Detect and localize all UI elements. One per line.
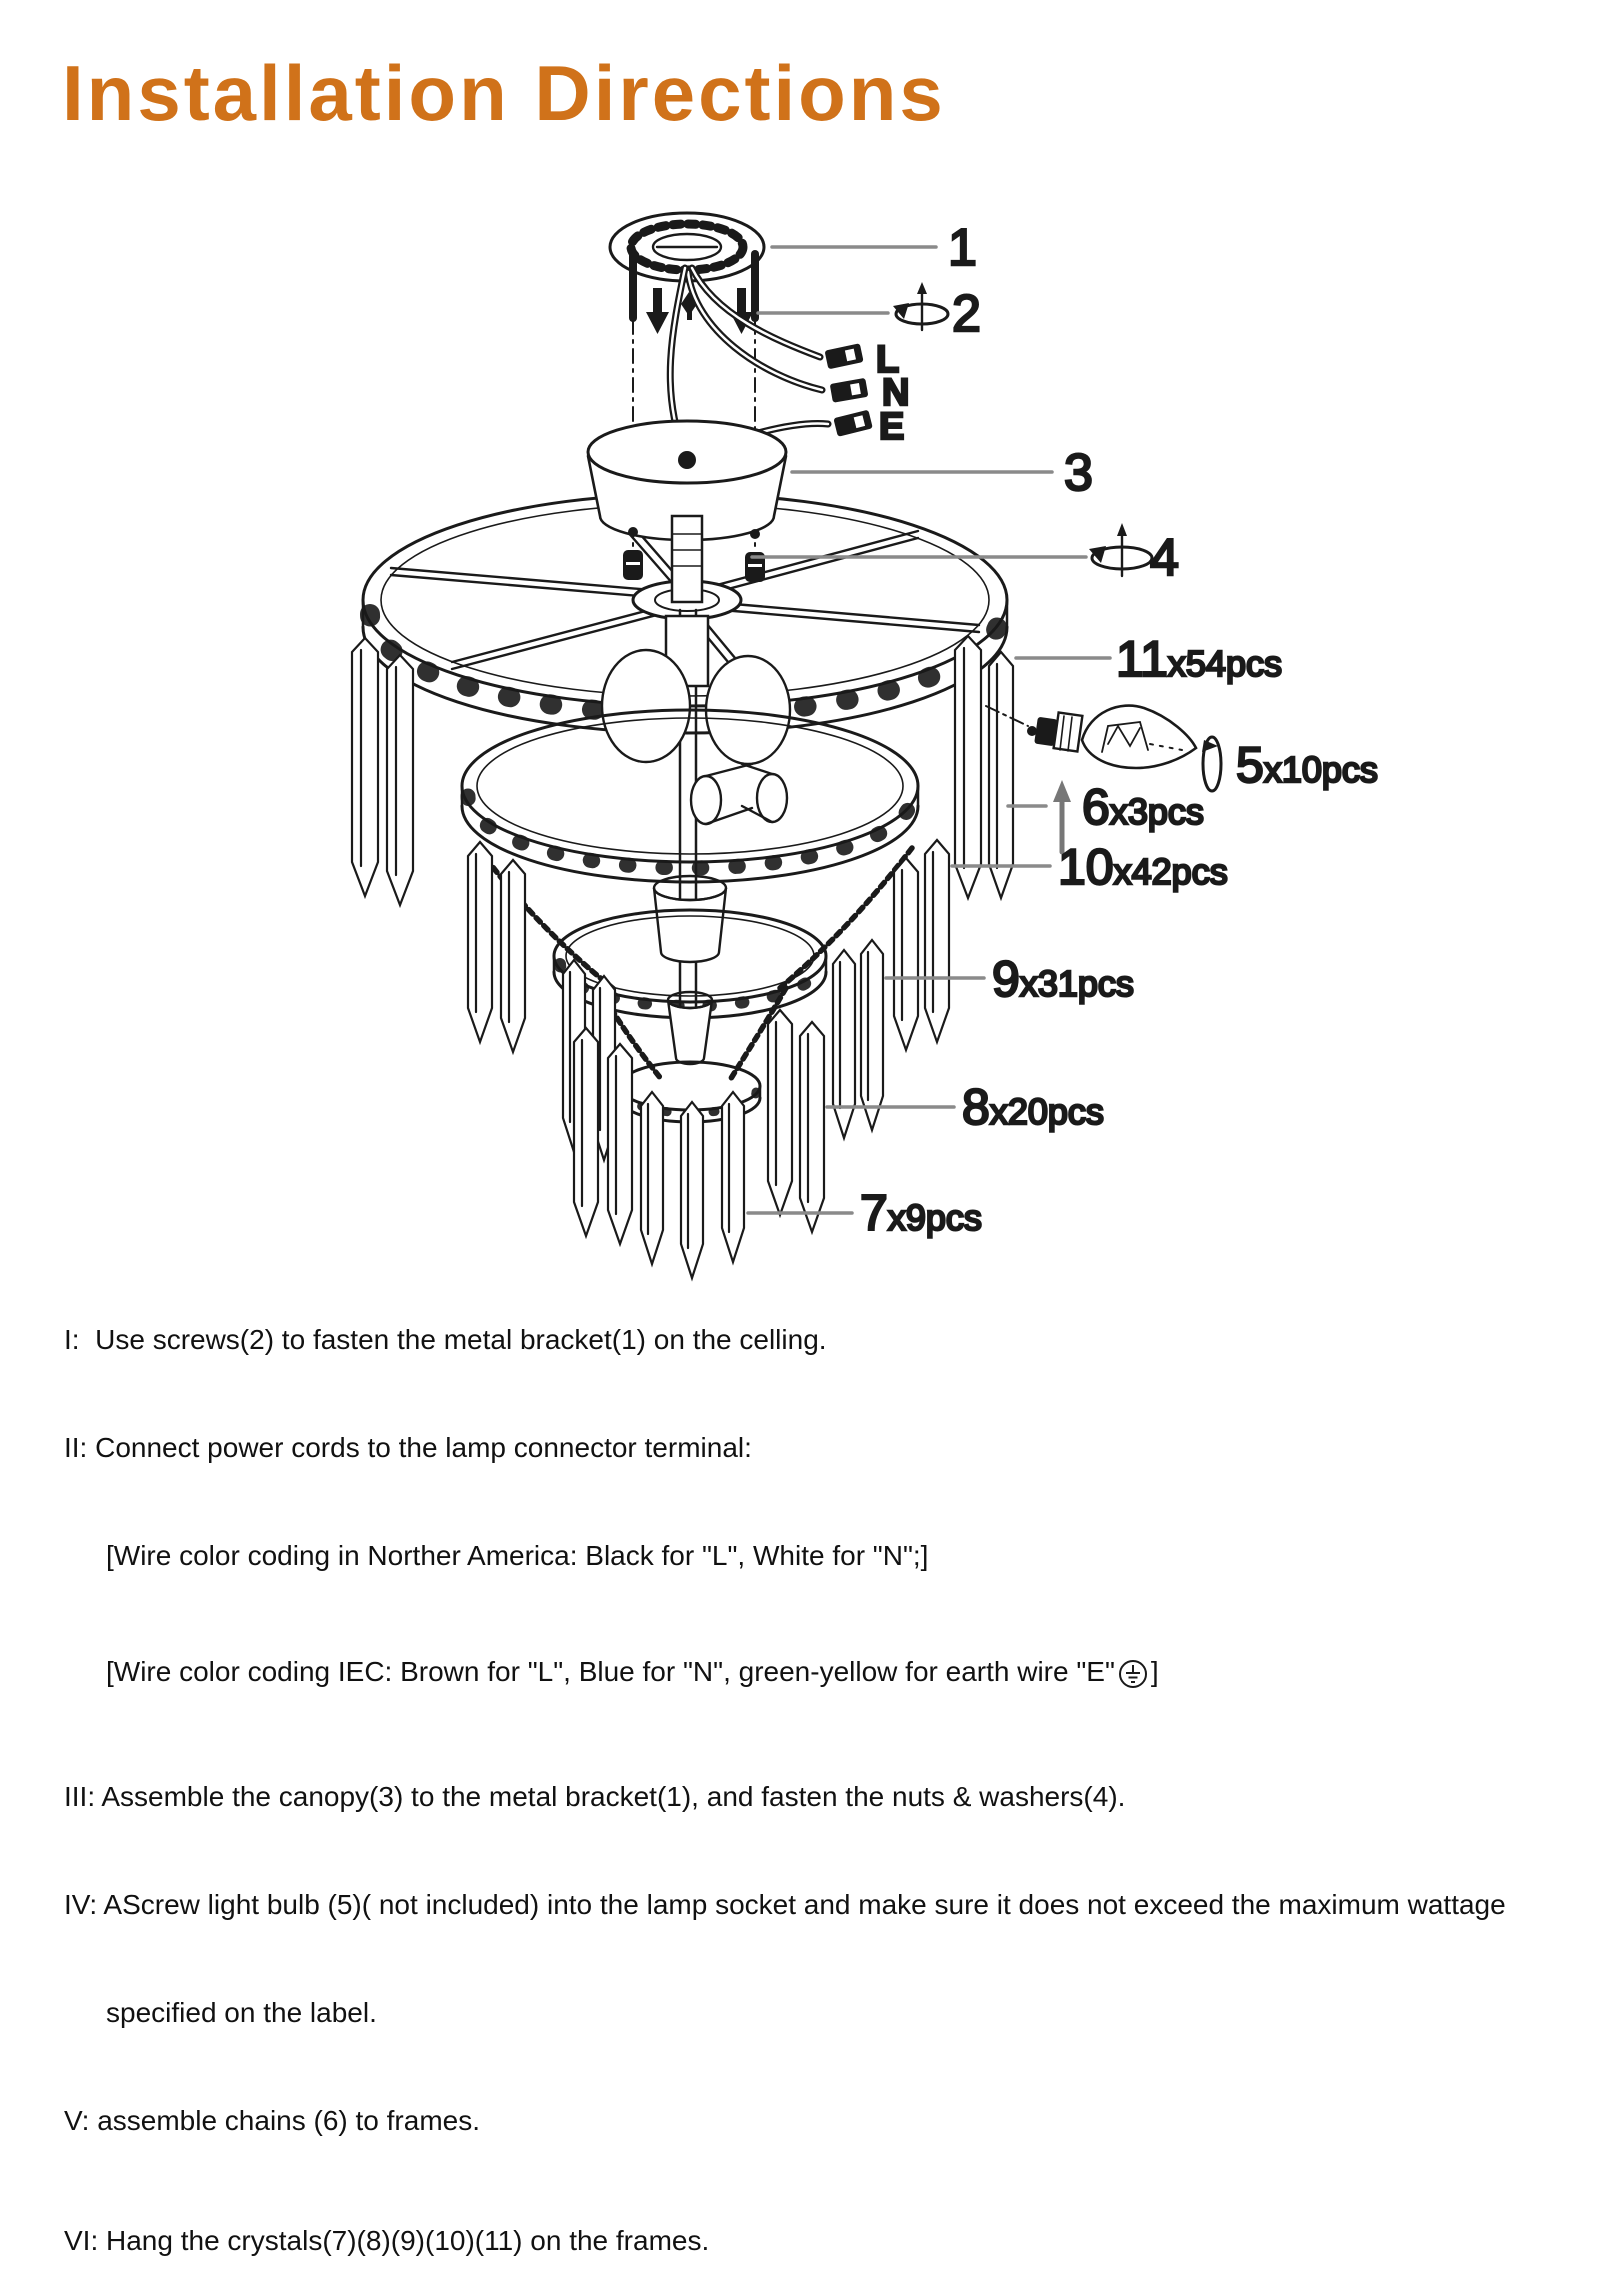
wire-label-live: L bbox=[876, 339, 900, 381]
rotate-icon-2 bbox=[893, 282, 948, 330]
earth-ground-icon bbox=[1117, 1658, 1149, 1699]
wire-connector-neutral bbox=[830, 378, 869, 403]
light-bulb-drawing bbox=[986, 706, 1196, 768]
iec-line-suffix: ] bbox=[1150, 1656, 1159, 1687]
callout-label-9: 9x31pcs bbox=[992, 951, 1134, 1007]
instruction-step-1: I: Use screws(2) to fasten the metal bracket(1) on the celling. bbox=[64, 1324, 827, 1355]
wire-connector-earth bbox=[833, 410, 873, 437]
instruction-step-2: II: Connect power cords to the lamp connector terminal: bbox=[64, 1432, 752, 1463]
callout-label-8: 8x20pcs bbox=[962, 1079, 1104, 1135]
rotate-icon-5 bbox=[1202, 737, 1221, 791]
page-title: Installation Directions bbox=[62, 49, 946, 137]
instruction-step-4-cont: specified on the label. bbox=[106, 1997, 377, 2028]
wire-label-earth: E bbox=[879, 406, 905, 448]
wire-label-neutral: N bbox=[882, 372, 910, 414]
callout-label-4: 4 bbox=[1150, 529, 1179, 587]
callout-label-10: 10x42pcs bbox=[1058, 839, 1228, 895]
instruction-wire-coding-na: [Wire color coding in Norther America: Black for "L", White for "N";] bbox=[106, 1540, 929, 1571]
callout-label-2: 2 bbox=[952, 285, 981, 343]
callout-label-7: 7x9pcs bbox=[860, 1185, 982, 1241]
instruction-step-4: IV: AScrew light bulb (5)( not included) into the lamp socket and make sure it does not exceed the maximum wattage bbox=[64, 1889, 1506, 1920]
instruction-step-6: VI: Hang the crystals(7)(8)(9)(10)(11) on the frames. bbox=[64, 2225, 710, 2256]
wire-connector-live bbox=[825, 343, 864, 369]
instruction-list bbox=[64, 1250, 1564, 2295]
iec-line-text: [Wire color coding IEC: Brown for "L", Blue for "N", green-yellow for earth wire "E" bbox=[106, 1656, 1115, 1687]
callout-label-3: 3 bbox=[1064, 444, 1093, 502]
instruction-step-5: V: assemble chains (6) to frames. bbox=[64, 2105, 481, 2136]
callout-label-1: 1 bbox=[948, 219, 977, 277]
instruction-wire-coding-iec bbox=[64, 1654, 1564, 1699]
lamp-sockets bbox=[691, 764, 787, 824]
callout-label-11: 11x54pcs bbox=[1116, 631, 1282, 687]
wire-connectors bbox=[825, 343, 873, 437]
rotate-icon-4 bbox=[1089, 523, 1152, 576]
instruction-step-3: III: Assemble the canopy(3) to the metal bracket(1), and fasten the nuts & washers(4). bbox=[64, 1781, 1126, 1812]
bulb-socket bbox=[1027, 713, 1082, 752]
callout-label-6: 6x3pcs bbox=[1082, 779, 1204, 835]
callout-label-5: 5x10pcs bbox=[1236, 737, 1378, 793]
